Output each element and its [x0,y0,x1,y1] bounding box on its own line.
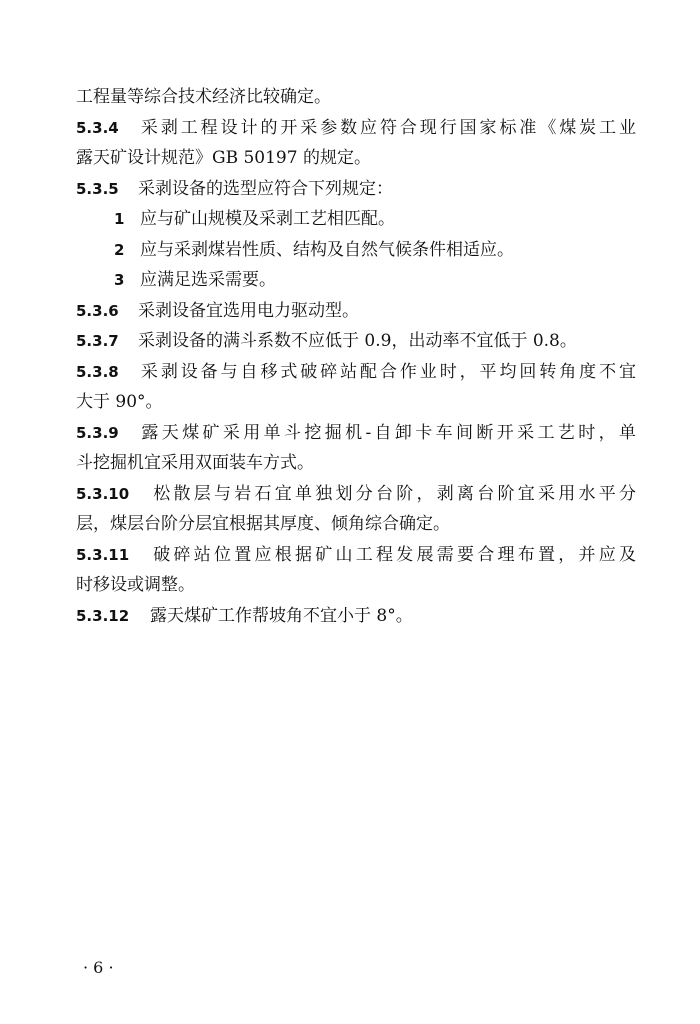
clause-text: 露天煤矿工作帮坡角不宜小于 8°。 [150,605,413,626]
item-text: 应与矿山规模及采剥工艺相匹配。 [140,209,395,229]
clause-number: 5.3.12 [76,606,130,625]
paragraph-line [76,387,636,418]
clause-5-3-9 [76,418,636,449]
paragraph-line [76,509,636,540]
list-item [76,265,636,296]
paragraph-line [76,570,636,601]
clause-text: 采剥设备的选型应符合下列规定： [138,178,393,199]
clause-number: 5.3.6 [76,301,119,320]
item-number: 1 [114,210,125,228]
item-number: 2 [114,240,125,259]
clause-number: 5.3.5 [76,179,119,198]
clause-5-3-4 [76,113,636,144]
clause-text: 采剥设备与自移式破碎站配合作业时，平均回转角度不宜 [138,361,636,382]
clause-5-3-8 [76,357,636,388]
line-text: 时移设或调整。 [76,575,195,595]
line-text: 露天矿设计规范》GB 50197 的规定。 [76,148,371,168]
paragraph-line [76,82,636,113]
item-number: 3 [114,271,125,289]
line-text: 斗挖掘机宜采用双面装车方式。 [76,453,314,473]
clause-5-3-6 [76,296,636,327]
item-text: 应满足选采需要。 [140,270,276,290]
document-body [76,82,636,631]
clause-number: 5.3.4 [76,118,119,137]
clause-5-3-12 [76,601,636,632]
clause-text: 破碎站位置应根据矿山工程发展需要合理布置，并应及 [150,544,636,565]
clause-5-3-11 [76,540,636,571]
line-text: 工程量等综合技术经济比较确定。 [76,87,331,107]
clause-number: 5.3.8 [76,362,119,381]
clause-text: 松散层与岩石宜单独划分台阶，剥离台阶宜采用水平分 [150,483,636,504]
line-text: 层，煤层台阶分层宜根据其厚度、倾角综合确定。 [76,514,450,534]
clause-text: 采剥设备宜选用电力驱动型。 [138,300,359,321]
clause-5-3-10 [76,479,636,510]
clause-5-3-5 [76,174,636,205]
item-text: 应与采剥煤岩性质、结构及自然气候条件相适应。 [140,239,514,260]
clause-number: 5.3.11 [76,545,130,564]
paragraph-line [76,448,636,479]
clause-text: 露天煤矿采用单斗挖掘机-自卸卡车间断开采工艺时，单 [138,422,636,443]
clause-number: 5.3.9 [76,423,119,442]
line-text: 大于 90°。 [76,392,163,412]
clause-text: 采剥工程设计的开采参数应符合现行国家标准《煤炭工业 [138,117,636,138]
clause-text: 采剥设备的满斗系数不应低于 0.9，出动率不宜低于 0.8。 [138,331,577,351]
clause-number: 5.3.7 [76,332,119,350]
paragraph-line [76,143,636,174]
list-item [76,204,636,235]
clause-5-3-7 [76,326,636,357]
page-number: · 6 · [83,958,114,977]
list-item [76,235,636,266]
clause-number: 5.3.10 [76,484,130,503]
